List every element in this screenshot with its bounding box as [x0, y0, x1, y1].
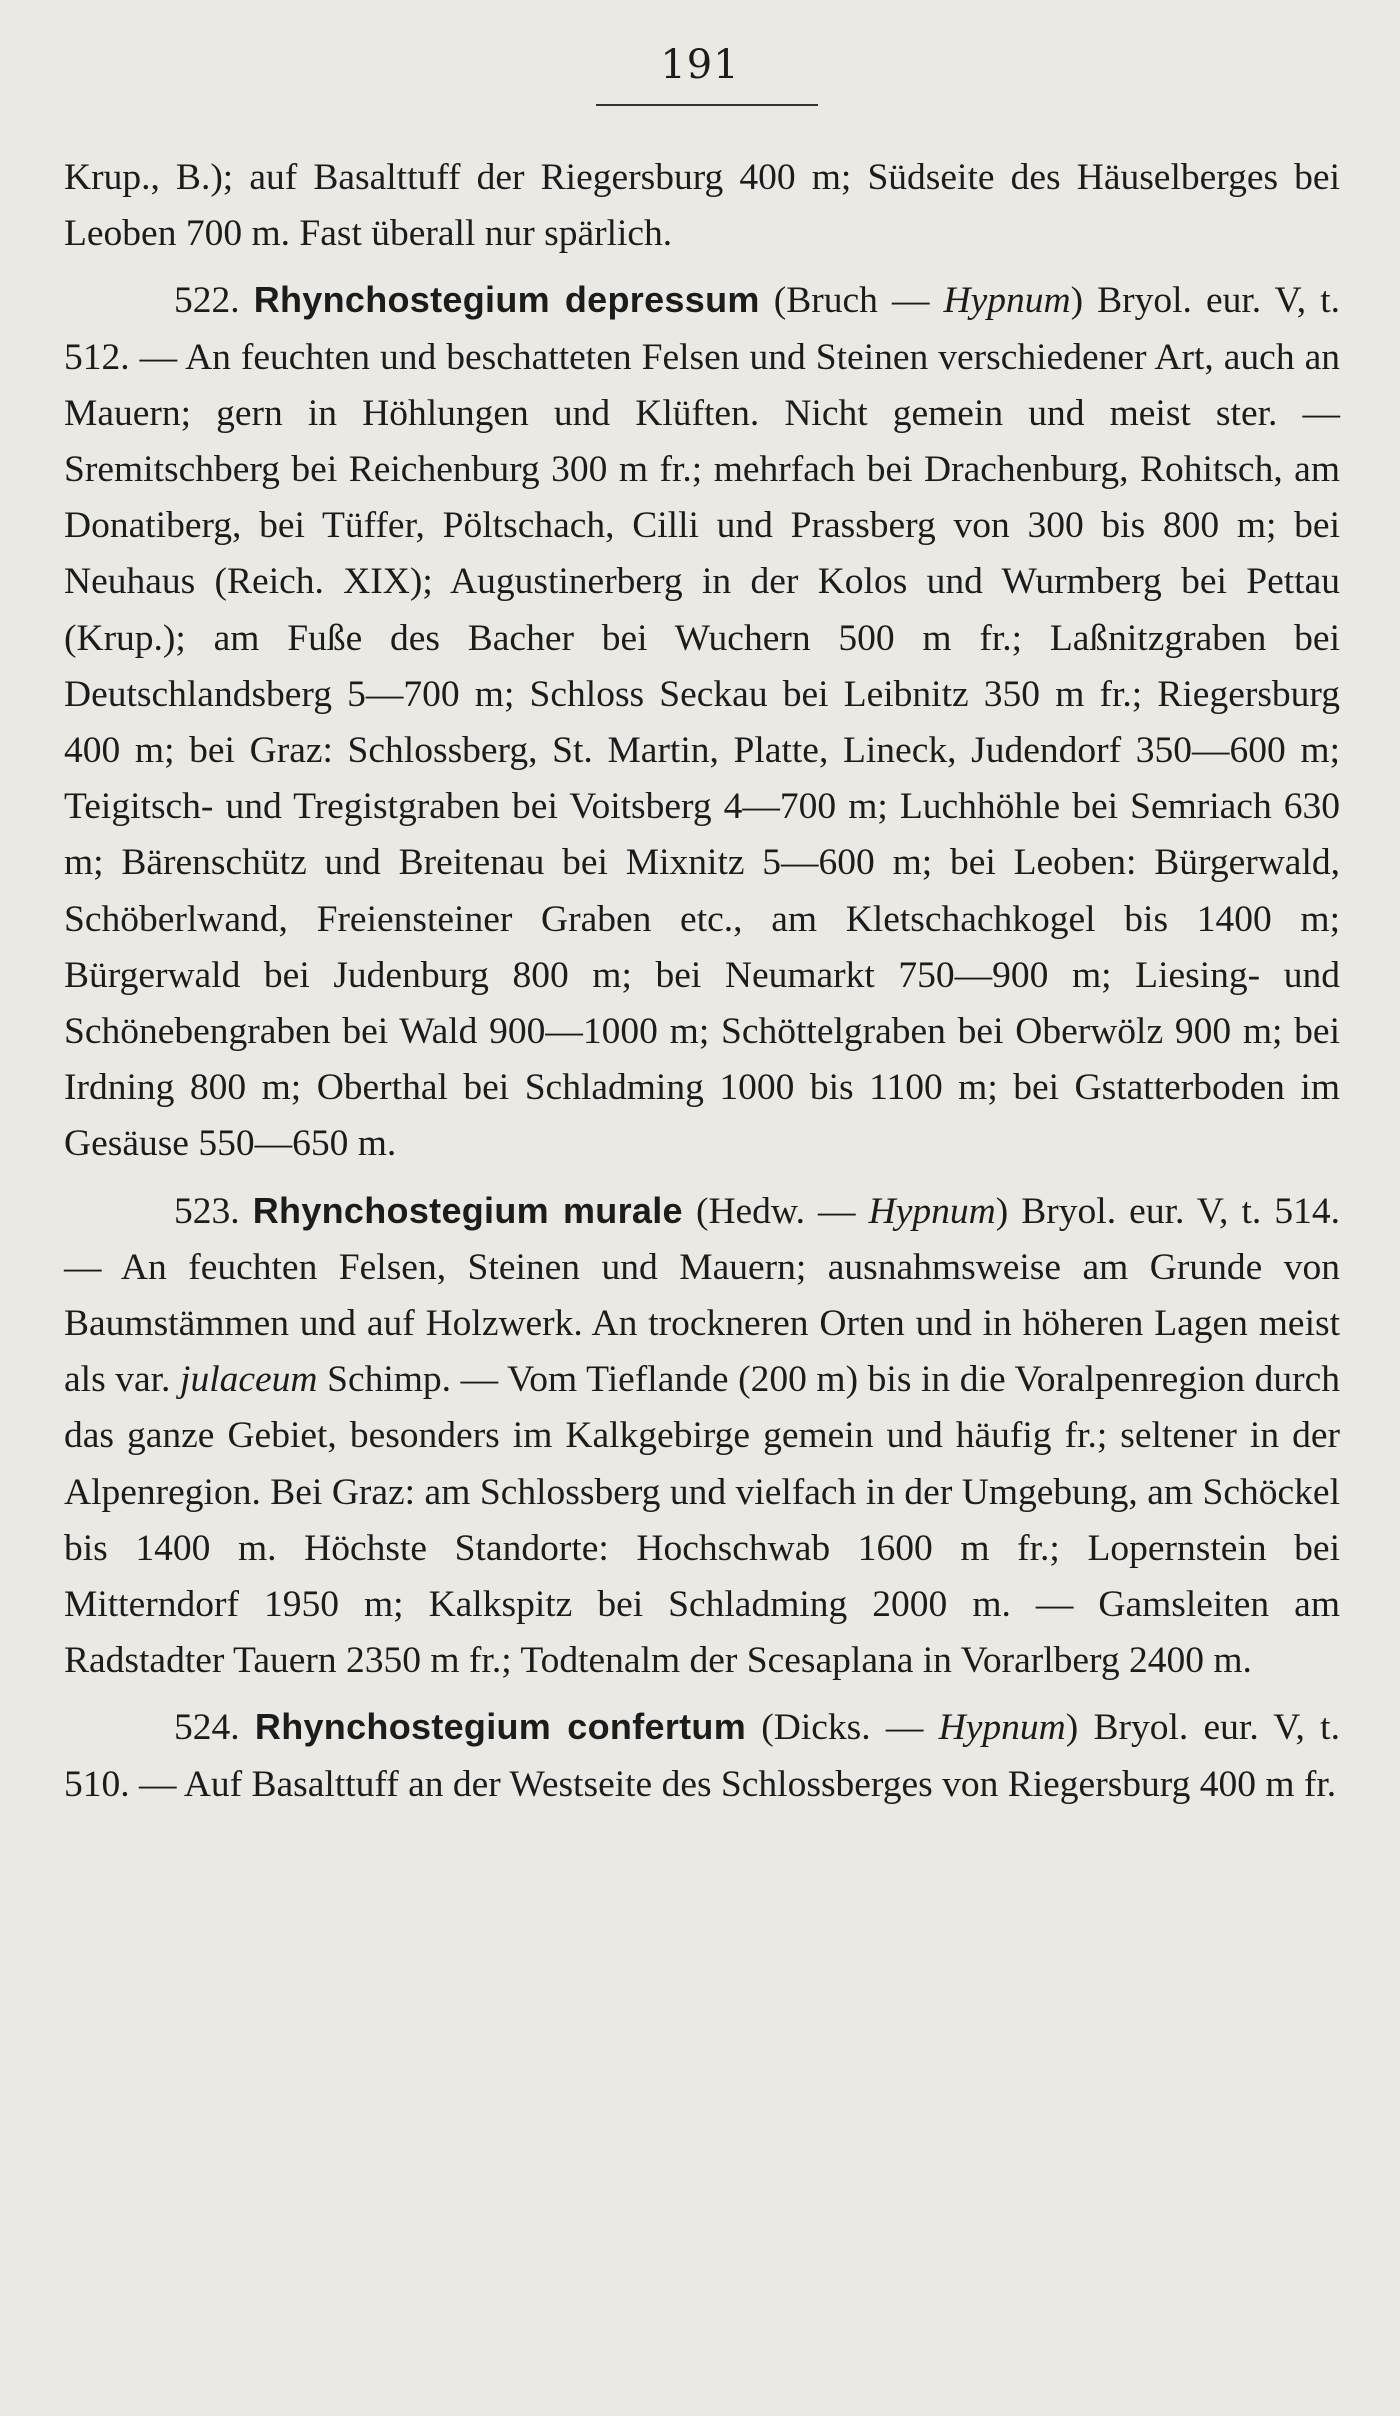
page-number: 191 [660, 42, 740, 88]
synonym-open: (Bruch — [773, 280, 944, 322]
intro-paragraph: Krup., B.); auf Basalttuff der Riegersburg 400 m; Südseite des Häuselberges bei Leoben 700 m. Fast überall nur spärlich. [64, 157, 1340, 255]
species-name: Rhynchostegium depressum [253, 279, 760, 321]
entry-number: 524. [174, 1707, 240, 1749]
synonym-close: ) Bryol. eur. V, t. 512. — [64, 280, 1340, 378]
entry-number: 523. [174, 1190, 240, 1232]
header-rule [596, 104, 818, 106]
synonym-genus: Hypnum [943, 280, 1071, 322]
entry-text: Schimp. — Vom Tieflande (200 m) bis in die Voralpenregion durch das ganze Gebiet, besonders im Kalkgebirge gemein und häufig fr.; seltener in der Alpenregion. Bei Graz: am Schlossberg und vielfach in der Umgebung, am Schöckel bis 1400 m. Höchste Standorte: Hochschwab 1600 m fr.; Lopernstein bei Mitterndorf 1950 m; Kalkspitz bei Schladming 2000 m. — Gamsleiten am Radstadter Tauern 2350 m fr.; Todtenalm der Scesaplana in Vorarlberg 2400 m. [64, 1359, 1340, 1682]
entry-text: An feuchten und beschatteten Felsen und Steinen verschiedener Art, auch an Mauern; gern in Höhlungen und Klüften. Nicht gemein und meist ster. — Sremitschberg bei Reichenburg 300 m fr.; mehrfach bei Drachenburg, Rohitsch, am Donatiberg, bei Tüffer, Pöltschach, Cilli und Prassberg von 300 bis 800 m; bei Neuhaus (Reich. XIX); Augustinerberg in der Kolos und Wurmberg bei Pettau (Krup.); am Fuße des Bacher bei Wuchern 500 m fr.; Laßnitzgraben bei Deutschlandsberg 5—700 m; Schloss Seckau bei Leibnitz 350 m fr.; Riegersburg 400 m; bei Graz: Schlossberg, St. Martin, Platte, Lineck, Judendorf 350—600 m; Teigitsch- und Tregistgraben bei Voitsberg 4—700 m; Luchhöhle bei Semriach 630 m; Bärenschütz und Breitenau bei Mixnitz 5—600 m; bei Leoben: Bürgerwald, Schöberlwand, Freiensteiner Graben etc., am Kletschachkogel bis 1400 m; Bürgerwald bei Judenburg 800 m; bei Neumarkt 750—900 m; Liesing- und Schönebengraben bei Wald 900—1000 m; Schöttelgraben bei Oberwölz 900 m; bei Irdning 800 m; Oberthal bei Schladming 1000 bis 1100 m; bei Gstatterboden im Gesäuse 550—650 m. [64, 336, 1340, 1165]
entry-text-before-var: An feuchten Felsen, Steinen und Mauern; ausnahmsweise am Grunde von Baumstämmen und auf Holzwerk. An trockneren Orten und in höheren Lagen meist als var. [64, 1246, 1341, 1401]
synonym-genus: Hypnum [938, 1707, 1066, 1749]
entry-524 [64, 1699, 1340, 1812]
synonym-open: (Hedw. — [695, 1190, 869, 1232]
synonym-genus: Hypnum [868, 1190, 996, 1232]
entry-text: Auf Basalttuff an der Westseite des Schlossberges von Riegersburg 400 m fr. [183, 1763, 1337, 1805]
species-name: Rhynchostegium confertum [254, 1706, 747, 1748]
synonym-close: ) Bryol. eur. V, t. 510. — [64, 1707, 1340, 1805]
variety-name: julaceum [180, 1359, 318, 1401]
entry-number: 522. [174, 280, 240, 322]
entry-523 [64, 1183, 1340, 1690]
synonym-open: (Dicks. — [761, 1707, 939, 1749]
species-name: Rhynchostegium murale [252, 1189, 683, 1231]
entry-522 [64, 272, 1340, 1172]
body-text [64, 150, 1340, 1813]
synonym-close: ) Bryol. eur. V, t. 514. — [64, 1190, 1341, 1288]
